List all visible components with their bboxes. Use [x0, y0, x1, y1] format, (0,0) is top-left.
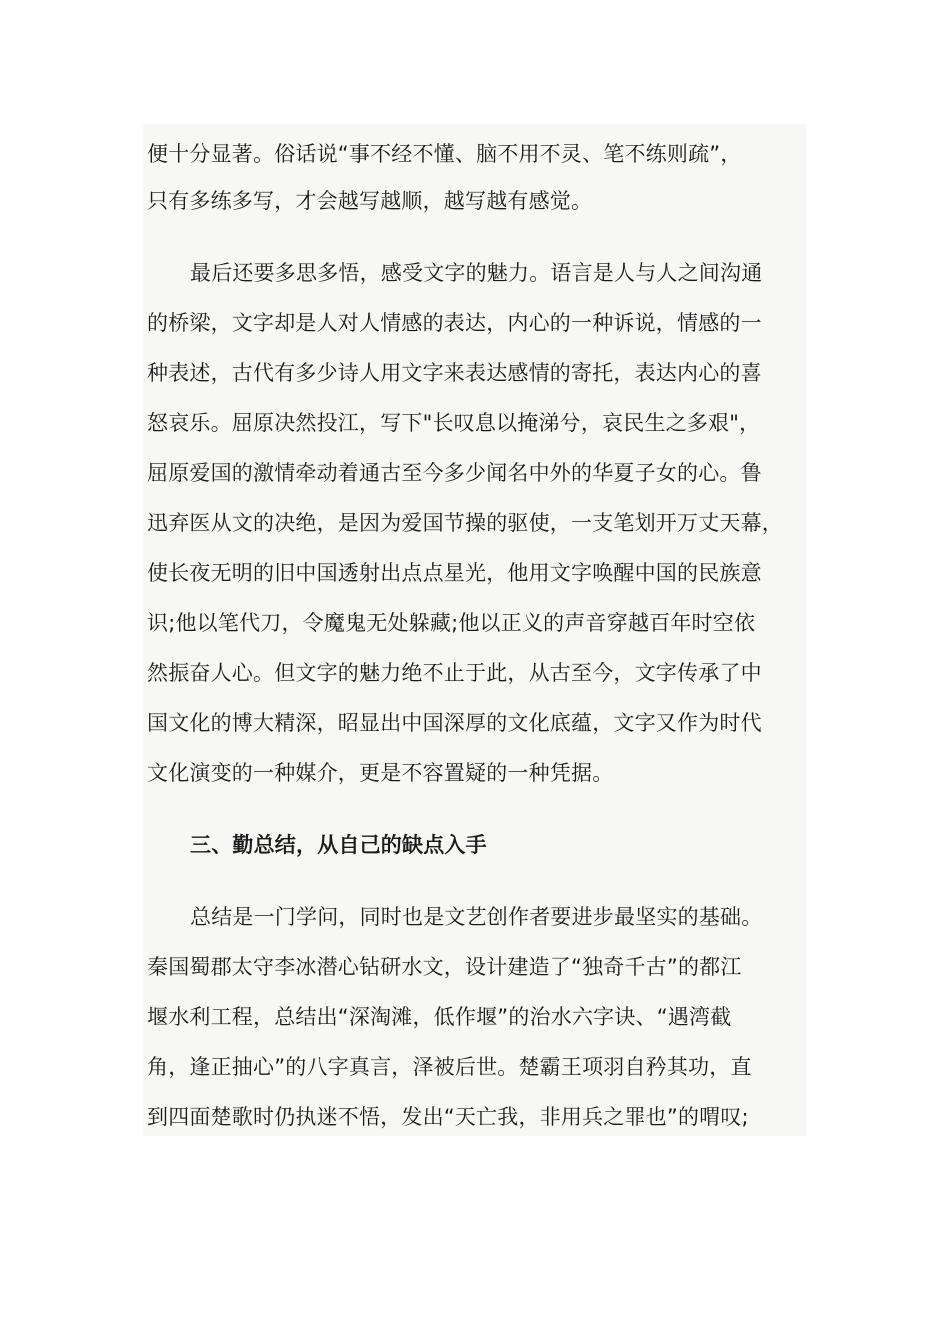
paragraph-line: 堰水利工程，总结出“深淘滩，低作堰”的治水六字诀、“遇湾截 [147, 1005, 732, 1029]
paragraph-line: 只有多练多写，才会越写越顺，越写越有感觉。 [147, 189, 593, 213]
paragraph-line: 使长夜无明的旧中国透射出点点星光，他用文字唤醒中国的民族意 [147, 561, 762, 585]
paragraph-line: 怒哀乐。屈原决然投江，写下"长叹息以掩涕兮，哀民生之多艰"， [147, 411, 761, 435]
paragraph-line: 到四面楚歌时仍执迷不悟，发出“天亡我，非用兵之罪也”的喟叹; [147, 1105, 749, 1129]
paragraph-line: 总结是一门学问，同时也是文艺创作者要进步最坚实的基础。 [190, 905, 763, 929]
paragraph-line: 秦国蜀郡太守李冰潜心钻研水文，设计建造了“独奇千古”的都江 [147, 955, 742, 979]
paragraph-line: 便十分显著。俗话说“事不经不懂、脑不用不灵、笔不练则疏”， [147, 142, 742, 166]
paragraph-line: 的桥梁，文字却是人对人情感的表达，内心的一种诉说，情感的一 [147, 311, 762, 335]
paragraph-line: 种表述，古代有多少诗人用文字来表达感情的寄托，表达内心的喜 [147, 361, 762, 385]
paragraph-line: 国文化的博大精深，昭显出中国深厚的文化底蕴，文字又作为时代 [147, 711, 762, 735]
paragraph-line: 识;他以笔代刀，令魔鬼无处躲藏;他以正义的声音穿越百年时空依 [147, 611, 756, 635]
section-heading: 三、勤总结，从自己的缺点入手 [190, 833, 487, 857]
paragraph-line: 然振奋人心。但文字的魅力绝不止于此，从古至今，文字传承了中 [147, 661, 762, 685]
paragraph-line: 角，逢正抽心”的八字真言，泽被后世。楚霸王项羽自矜其功，直 [147, 1055, 752, 1079]
paragraph-line: 屈原爱国的激情牵动着通古至今多少闻名中外的华夏子女的心。鲁 [147, 461, 762, 485]
paragraph-line: 迅弃医从文的决绝，是因为爱国节操的驱使，一支笔划开万丈天幕， [147, 511, 783, 535]
paragraph-line: 文化演变的一种媒介，更是不容置疑的一种凭据。 [147, 761, 614, 785]
paragraph-line: 最后还要多思多悟，感受文字的魅力。语言是人与人之间沟通 [190, 261, 763, 285]
